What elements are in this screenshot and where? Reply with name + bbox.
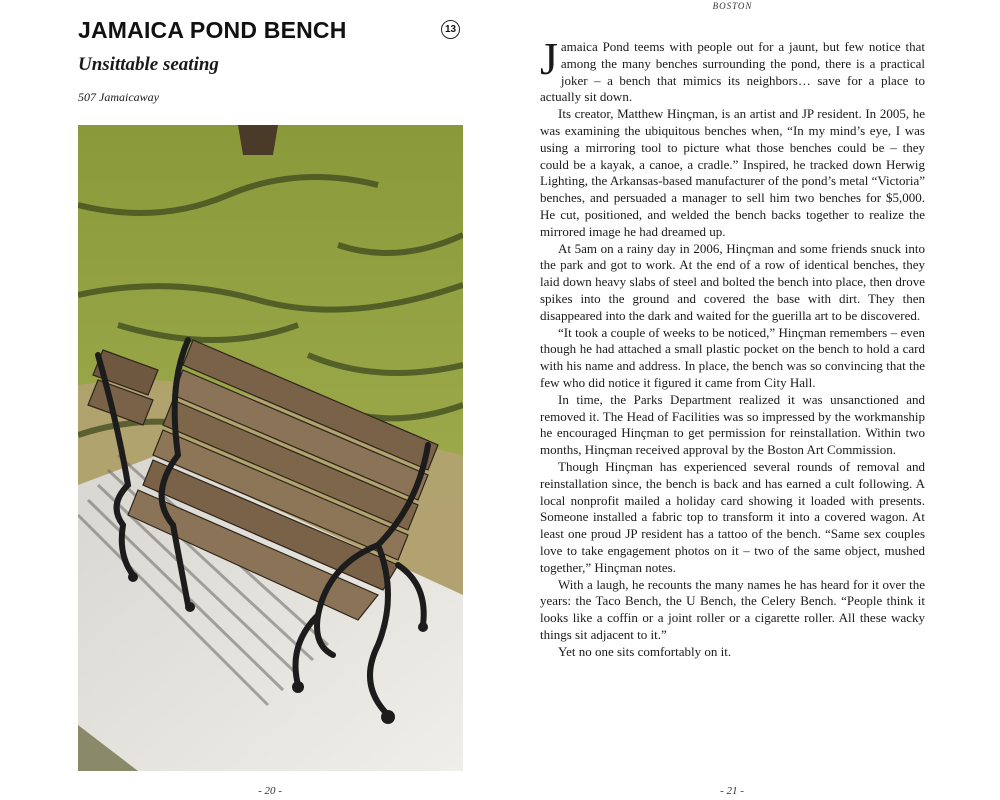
entry-number-badge: 13 [441, 20, 460, 39]
entry-address: 507 Jamaicaway [78, 90, 159, 104]
right-page [500, 0, 1000, 800]
running-head: BOSTON [712, 1, 753, 11]
paragraph: Yet no one sits comfortably on it. [558, 643, 732, 659]
paragraph: With a laugh, he recounts the many names he has heard for it over the years: the Taco Bench, the U Bench, the Celery Bench. “People think it looks like a coffin or a joint roller or a cigarette roller. All these wacky things sit adjacent to it.” [540, 576, 925, 642]
paragraph: Its creator, Matthew Hinçman, is an artist and JP resident. In 2005, he was examining the ubiquitous benches when, “In my mind’s eye, I was using a mirroring tool to picture what those benches could be – they could be a kayak, a canoe, a cradle.” Inspired, he tracked down Herwig Lighting, the Arkansas-based manufacturer of the pond’s metal “Victoria” benches, and persuaded a manager to sell him two benches for $5,000. He cut, positioned, and welded the bench backs together to realize the mirrored image he had dreamed up. [540, 106, 925, 239]
page-number-left: - 20 - [258, 785, 282, 797]
paragraph [540, 33, 925, 106]
paragraph: “It took a couple of weeks to be noticed,” Hinçman remembers – even though he had attached a small plastic pocket on the bench to hold a card with his name and address. In place, the bench was so convincing that the few who did notice it figured it came from City Hall. [540, 324, 925, 390]
paragraph-text: amaica Pond teems with people out for a jaunt, but few notice that among the many benches surrounding the pond, there is a practical joker – a bench that mimics its neighbors… save for a place to actually sit down. [540, 39, 925, 105]
drop-cap: J [540, 33, 558, 84]
page-number-right: - 21 - [720, 785, 744, 797]
bench-photo [78, 125, 463, 771]
paragraph: Though Hinçman has experienced several rounds of removal and reinstallation since, the bench is back and has earned a cult following. A local nonprofit mailed a holiday card showing it loaded with presents. Someone installed a fabric top to transform it into a covered wagon. At least one proud JP resident has a tattoo of the bench. “Same sex couples love to take engagement photos on it – two of the same object, mushed together,” Hinçman notes. [540, 458, 925, 575]
paragraph: In time, the Parks Department realized it was unsanctioned and removed it. The Head of Facilities was so impressed by the workmanship he encouraged Hinçman to get permission for reinstallation. Within two months, Hinçman received approval by the Boston Art Commission. [540, 391, 925, 458]
article-body [540, 33, 925, 660]
paragraph: At 5am on a rainy day in 2006, Hinçman and some friends snuck into the park and got to work. At the end of a row of identical benches, they laid down heavy slabs of steel and bolted the bench into place, then drove spikes into the ground and covered the base with dirt. They then disappeared into the dark and waited for the guerilla art to be discovered. [540, 240, 925, 323]
entry-title: JAMAICA POND BENCH [78, 17, 347, 43]
entry-subtitle: Unsittable seating [78, 54, 219, 75]
